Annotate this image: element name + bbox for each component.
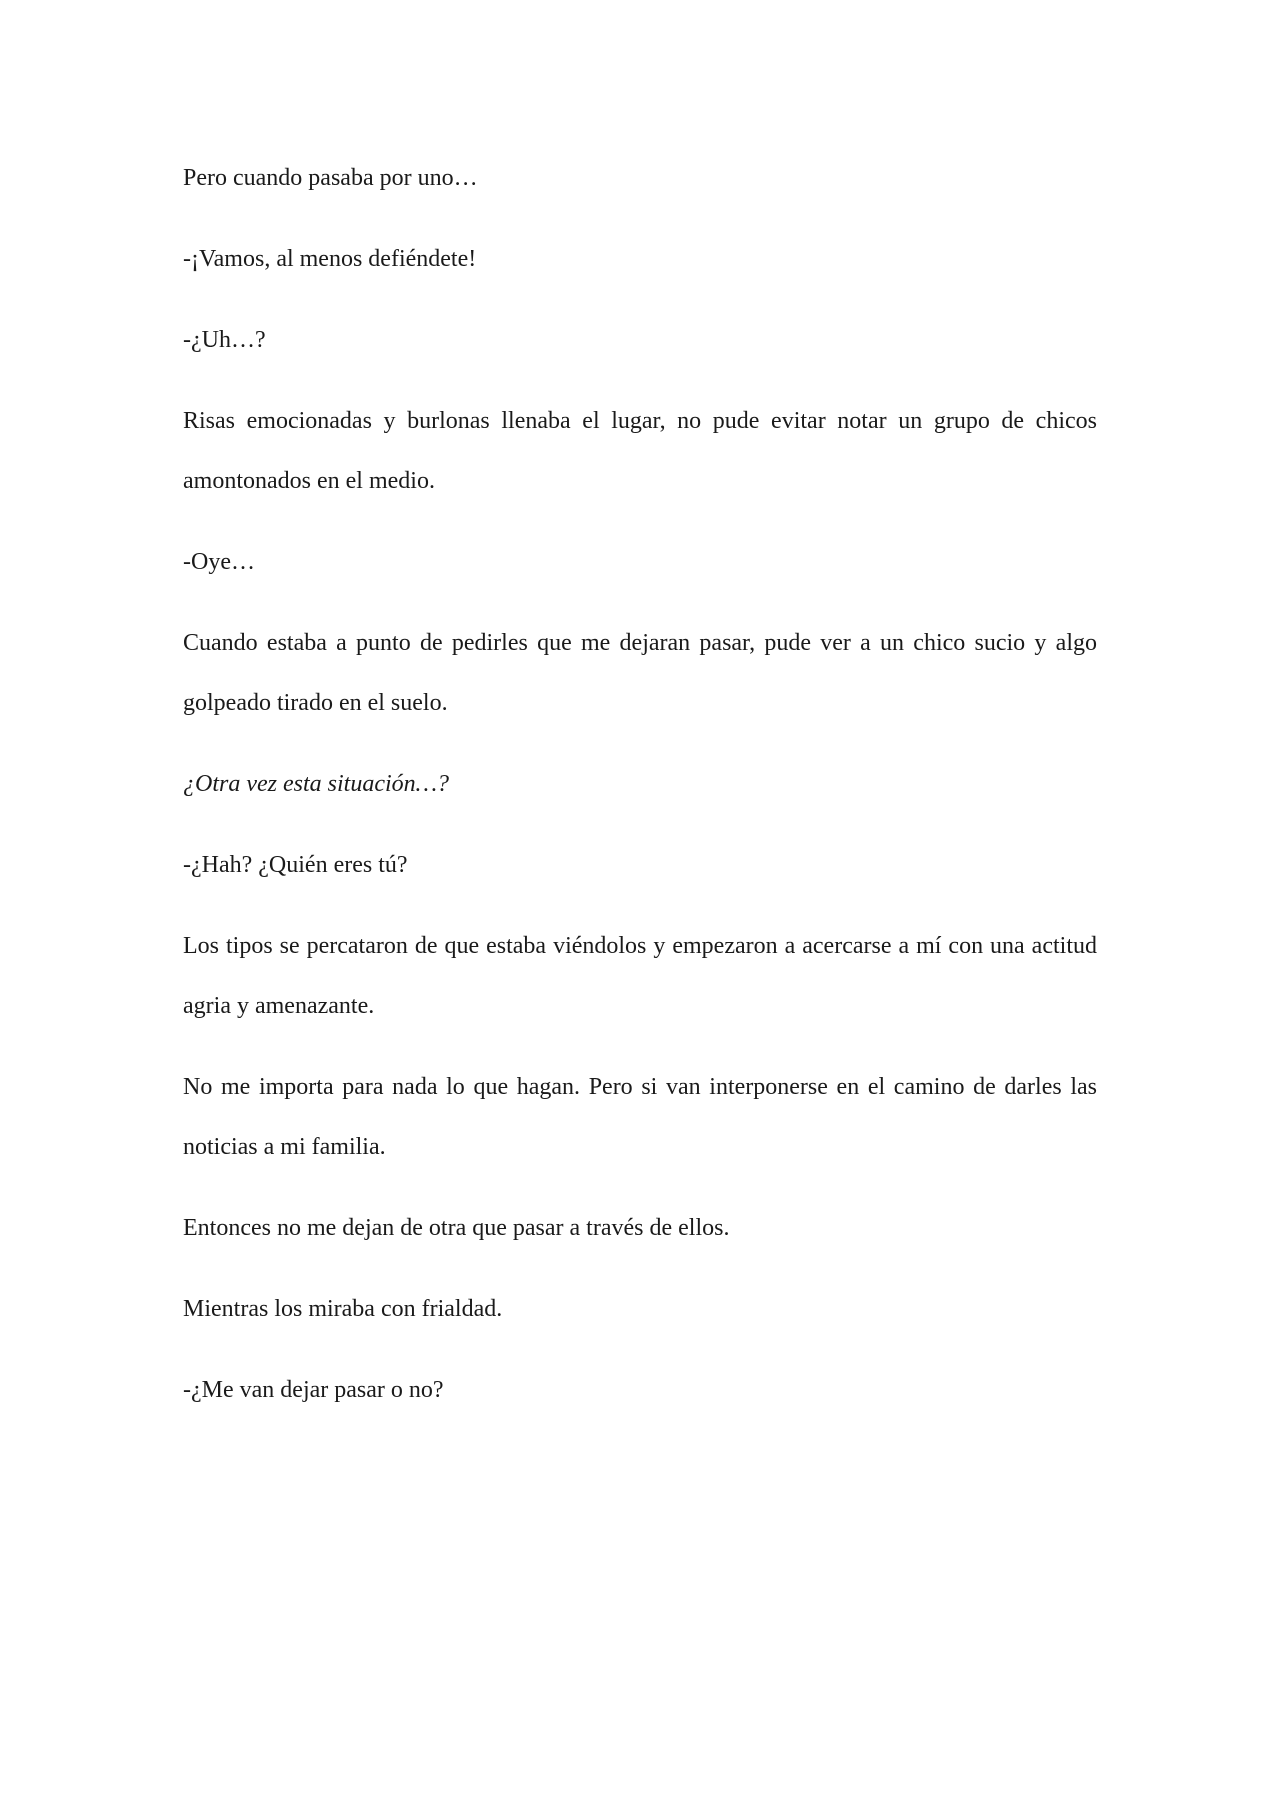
dialogue-line: -¿Me van dejar pasar o no?	[183, 1377, 444, 1403]
inner-thought: ¿Otra vez esta situación…?	[183, 771, 449, 797]
paragraph: Mientras los miraba con frialdad.	[183, 1296, 503, 1322]
dialogue-line: -¿Hah? ¿Quién eres tú?	[183, 852, 408, 878]
dialogue-line: -¿Uh…?	[183, 327, 266, 353]
dialogue-line: -Oye…	[183, 549, 255, 575]
paragraph: No me importa para nada lo que hagan. Pero si van interponerse en el camino de darles las noticias a mi familia.	[183, 1074, 1097, 1160]
document-body	[183, 148, 1097, 1441]
paragraph: Pero cuando pasaba por uno…	[183, 165, 478, 191]
paragraph: Los tipos se percataron de que estaba viéndolos y empezaron a acercarse a mí con una actitud agria y amenazante.	[183, 933, 1097, 1019]
paragraph: Entonces no me dejan de otra que pasar a través de ellos.	[183, 1215, 730, 1241]
dialogue-line: -¡Vamos, al menos defiéndete!	[183, 246, 477, 272]
paragraph: Risas emocionadas y burlonas llenaba el lugar, no pude evitar notar un grupo de chicos amontonados en el medio.	[183, 408, 1097, 494]
paragraph: Cuando estaba a punto de pedirles que me dejaran pasar, pude ver a un chico sucio y algo golpeado tirado en el suelo.	[183, 630, 1097, 716]
